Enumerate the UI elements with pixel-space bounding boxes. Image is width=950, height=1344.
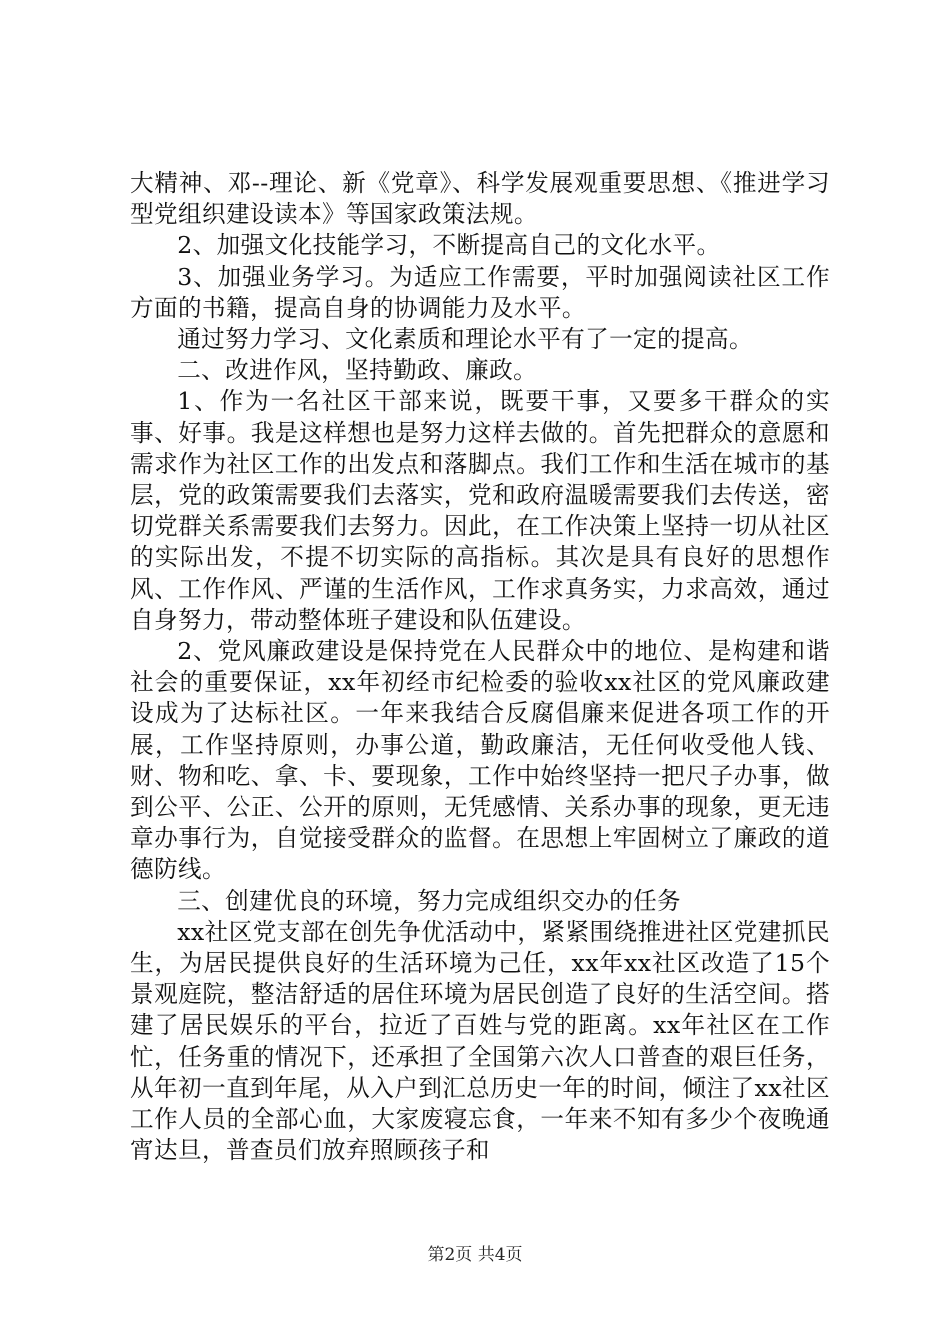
paragraph-summary: 通过努力学习、文化素质和理论水平有了一定的提高。 <box>177 325 754 354</box>
paragraph-environment: xx社区党支部在创先争优活动中，紧紧围绕推进社区党建抓民生，为居民提供良好的生活环境为己任，xx年xx社区改造了15个景观庭院，整洁舒适的居住环境为居民创造了良好的生活空间。搭建了居民娱乐的平台，拉近了百姓与党的距离。xx年社区在工作忙，任务重的情况下，还承担了全国第六次人口普查的艰巨任务，从年初一直到年尾，从入户到汇总历史一年的时间，倾注了xx社区工作人员的全部心血，大家废寝忘食，一年来不知有多少个夜晚通宵达旦，普查员们放弃照顾孩子和 <box>130 917 830 1165</box>
section-heading-3: 三、创建优良的环境，努力完成组织交办的任务 <box>177 886 682 915</box>
paragraph-work-style: 1、作为一名社区干部来说，既要干事，又要多干群众的实事、好事。我是这样想也是努力这样去做的。首先把群众的意愿和需求作为社区工作的出发点和落脚点。我们工作和生活在城市的基层，党的政策需要我们去落实，党和政府温暖需要我们去传送，密切党群关系需要我们去努力。因此，在工作决策上坚持一切从社区的实际出发，不提不切实际的高指标。其次是具有良好的思想作风、工作作风、严谨的生活作风，工作求真务实，力求高效，通过自身努力，带动整体班子建设和队伍建设。 <box>130 387 830 634</box>
paragraph-item-3: 3、加强业务学习。为适应工作需要，平时加强阅读社区工作方面的书籍，提高自身的协调能力及水平。 <box>130 262 830 322</box>
paragraph-clean-government: 2、党风廉政建设是保持党在人民群众中的地位、是构建和谐社会的重要保证，xx年初经市纪检委的验收xx社区的党风廉政建设成为了达标社区。一年来我结合反腐倡廉来促进各项工作的开展，工作坚持原则，办事公道，勤政廉洁，无任何收受他人钱、财、物和吃、拿、卡、要现象，工作中始终坚持一把尺子办事，做到公平、公正、公开的原则，无凭感情、关系办事的现象，更无违章办事行为，自觉接受群众的监督。在思想上牢固树立了廉政的道德防线。 <box>130 637 830 884</box>
paragraph-continuation: 大精神、邓--理论、新《党章》、科学发展观重要思想、《推进学习型党组织建设读本》等国家政策法规。 <box>130 169 830 229</box>
page-number-footer: 第2页 共4页 <box>427 1245 523 1265</box>
paragraph-item-2: 2、加强文化技能学习，不断提高自己的文化水平。 <box>177 231 721 260</box>
section-heading-2: 二、改进作风，坚持勤政、廉政。 <box>177 356 538 385</box>
document-body <box>130 168 830 1167</box>
